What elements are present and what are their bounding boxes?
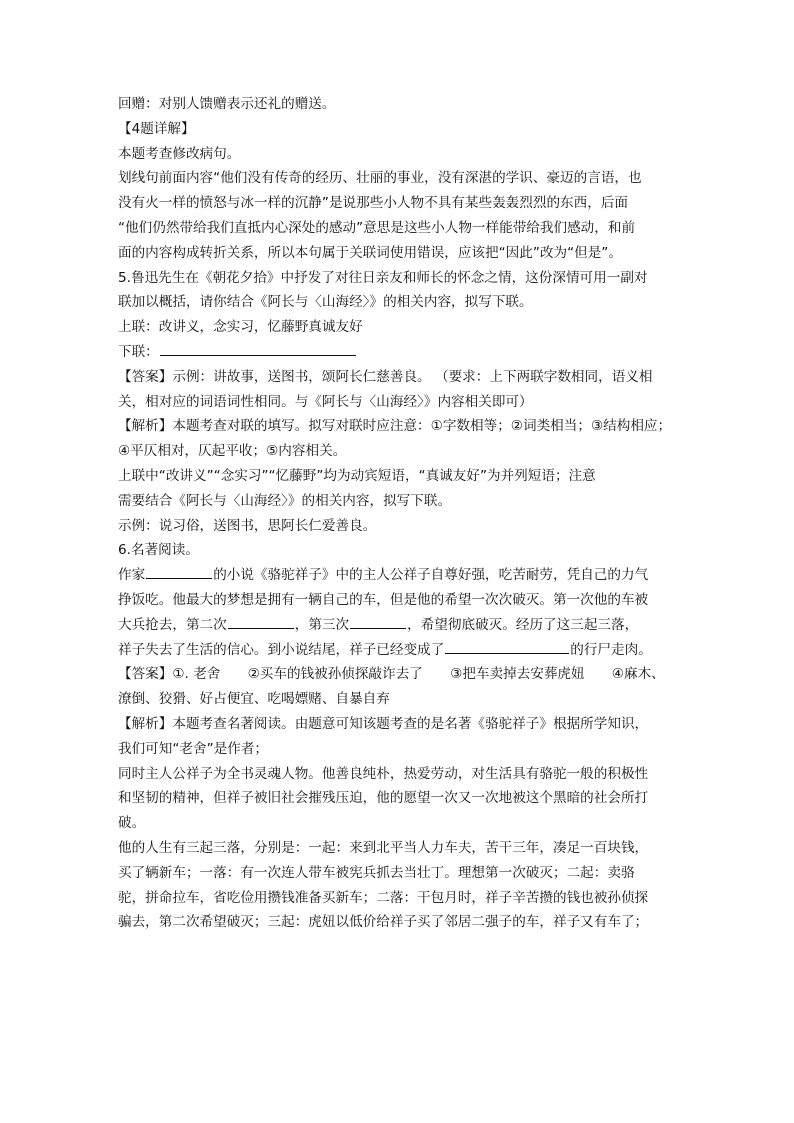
text-line: 和坚韧的精神，但祥子被旧社会摧残压迫，他的愿望一次又一次地被这个黑暗的社会所打 <box>118 790 649 807</box>
text-line: 潦倒、狡猾、好占便宜、吃喝嫖赌、自暴自弃 <box>118 691 390 708</box>
analysis-line: 【解析】本题考查对联的填写。拟写对联时应注意：①字数相等；②词类相当；③结构相应； <box>118 418 672 435</box>
lower-couplet-label: 下联： <box>118 343 159 360</box>
text-line: 我们可知“老舍”是作者； <box>118 740 269 757</box>
answer-line: 【答案】①. 老舍 ②买车的钱被孙侦探敲诈去了 ③把车卖掉去安葬虎妞 ④麻木、 <box>118 666 665 683</box>
text-segment: 大兵抢去，第二次 <box>118 616 227 633</box>
fill-blank-line <box>118 613 678 638</box>
text-line: 联加以概括，请你结合《阿长与〈山海经〉》的相关内容，拟写下联。 <box>118 294 533 311</box>
text-line: 关，相对应的词语词性相同。与《阿长与〈山海经〉》内容相关即可） <box>118 393 533 410</box>
text-segment: 的行尸走肉。 <box>570 641 652 658</box>
answer-line: 【答案】示例：讲故事，送图书，颂阿长仁慈善良。 （要求：上下两联字数相同，语义相 <box>118 368 653 385</box>
question-6: 6.名著阅读。 <box>118 542 199 559</box>
text-segment: ，第三次 <box>294 616 350 633</box>
text-line: 没有火一样的愤怒与冰一样的沉静”是说那些小人物不具有某些轰轰烈烈的东西，后面 <box>118 195 629 212</box>
text-line: “他们仍然带给我们直抵内心深处的感动”意思是这些小人物一样能带给我们感动，和前 <box>118 219 636 236</box>
text-line: 需要结合《阿长与〈山海经〉》的相关内容，拟写下联。 <box>118 492 452 509</box>
text-line: 挣饭吃。他最大的梦想是拥有一辆自己的车，但是他的希望一次次破灭。第一次他的车被 <box>118 591 649 608</box>
text-line: 破。 <box>118 815 146 832</box>
section-heading: 【4题详解】 <box>118 120 195 137</box>
fill-blank-line <box>118 563 678 588</box>
text-line: 同时主人公祥子为全书灵魂人物。他善良纯朴，热爱劳动，对生活具有骆驼一般的积极性 <box>118 765 649 782</box>
text-line: 划线句前面内容“他们没有传奇的经历、壮丽的事业，没有深湛的学识、豪迈的言语，也 <box>118 170 642 187</box>
text-line: 本题考查修改病句。 <box>118 145 241 162</box>
text-line: ④平仄相对，仄起平收；⑤内容相关。 <box>118 443 347 460</box>
document-body <box>118 92 678 935</box>
text-segment: ，希望彻底破灭。经历了这三起三落， <box>407 616 639 633</box>
fill-blank-line <box>118 638 678 663</box>
text-line: 回赠：对别人馈赠表示还礼的赠送。 <box>118 96 336 112</box>
analysis-line: 【解析】本题考查名著阅读。由题意可知该题考查的是名著《骆驼祥子》根据所学知识， <box>118 715 649 732</box>
text-line: 驼，拼命拉车，省吃俭用攒钱准备买新车；二落：干包月时，祥子辛苦攒的钱也被孙侦探 <box>118 889 649 906</box>
answer-blank <box>146 564 212 579</box>
upper-couplet: 上联：改讲义，念实习，忆藤野真诚友好 <box>118 319 363 336</box>
text-line: 上联中“改讲义”“念实习”“忆藤野”均为动宾短语，“真诚友好”为并列短语；注意 <box>118 467 596 484</box>
text-line: 面的内容构成转折关系，所以本句属于关联词使用错误，应该把“因此”改为“但是”。 <box>118 244 622 261</box>
text-line: 他的人生有三起三落，分别是：一起：来到北平当人力车夫，苦干三年，凑足一百块钱， <box>118 839 649 856</box>
answer-blank <box>445 639 569 654</box>
lower-couplet-line <box>118 340 678 365</box>
text-line: 骗去，第二次希望破灭；三起：虎妞以低价给祥子买了邻居二强子的车，祥子又有车了； <box>118 914 649 931</box>
text-line: 买了辆新车；一落：有一次连人带车被宪兵抓去当壮丁。理想第一次破灭；二起：卖骆 <box>118 864 635 881</box>
text-line: 示例：说习俗，送图书，思阿长仁爱善良。 <box>118 517 377 534</box>
text-segment: 的小说《骆驼祥子》中的主人公祥子自尊好强，吃苦耐劳，凭自己的力气 <box>213 567 649 584</box>
question-5: 5.鲁迅先生在《朝花夕拾》中抒发了对往日亲友和师长的怀念之情，这份深情可用一副对 <box>118 269 648 286</box>
answer-blank <box>228 614 294 629</box>
answer-blank <box>160 341 356 356</box>
text-segment: 作家 <box>118 567 146 584</box>
text-segment: 祥子失去了生活的信心。到小说结尾，祥子已经变成了 <box>118 641 445 658</box>
answer-blank <box>350 614 406 629</box>
